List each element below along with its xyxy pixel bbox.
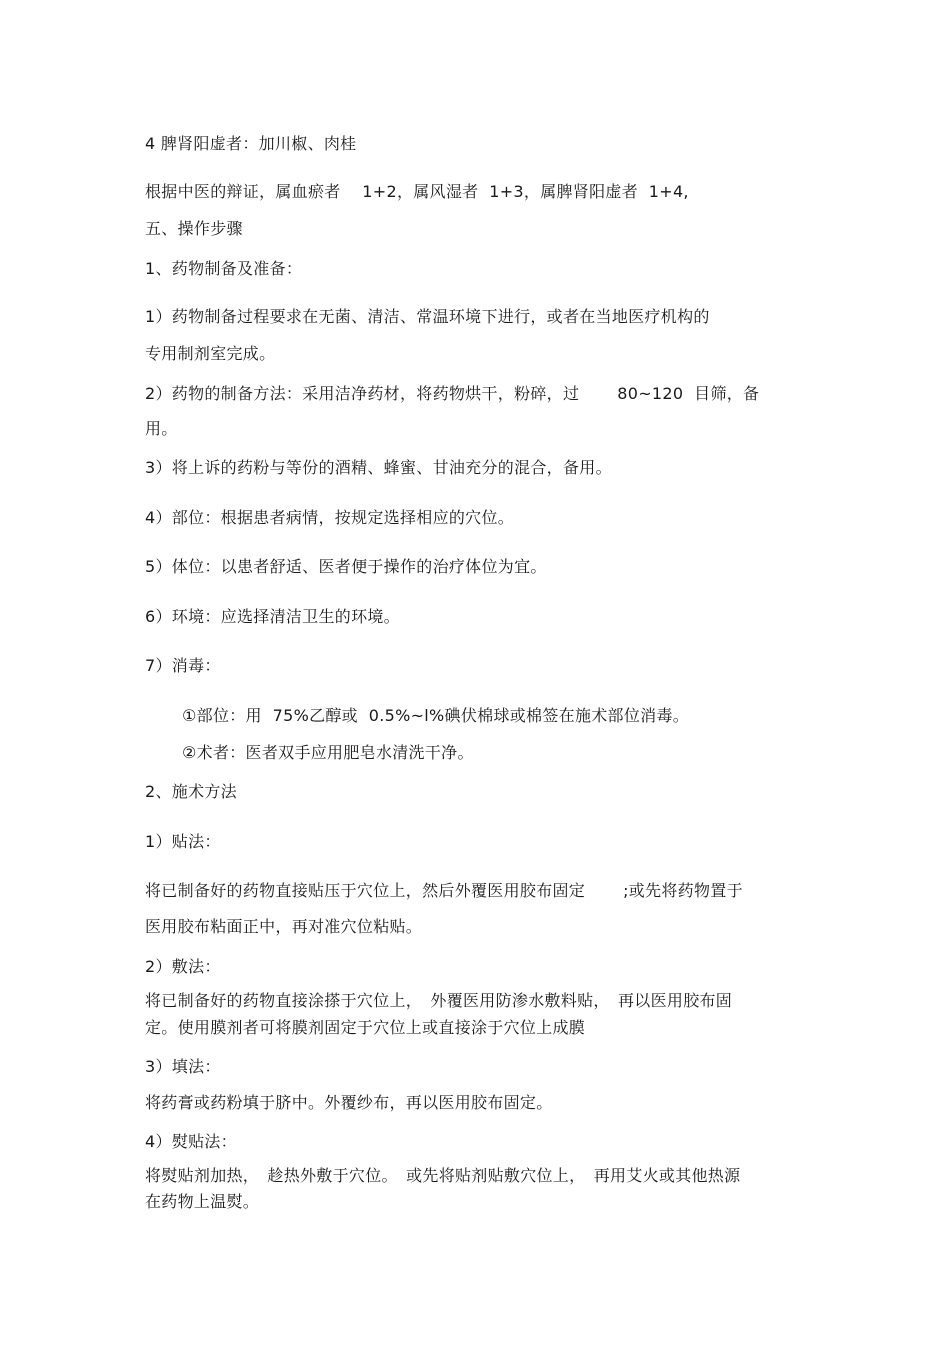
subsection-heading: 2、施术方法: [145, 782, 237, 801]
text-line: 3）填法：: [145, 1057, 221, 1076]
text-line: 4 脾肾阳虚者：加川椒、肉桂: [145, 134, 357, 153]
text-line: 定。使用膜剂者可将膜剂固定于穴位上或直接涂于穴位上成膜: [145, 1018, 586, 1037]
section-heading: 五、操作步骤: [145, 219, 243, 238]
text-line: 将已制备好的药物直接涂搽于穴位上， 外覆医用防渗水敷料贴， 再以医用胶布固: [145, 991, 733, 1010]
text-line: 4）熨贴法：: [145, 1132, 237, 1151]
text-line: 7）消毒：: [145, 656, 221, 675]
subsection-heading: 1、药物制备及准备：: [145, 259, 303, 278]
text-line: 6）环境：应选择清洁卫生的环境。: [145, 607, 400, 626]
text-line: 根据中医的辩证，属血瘀者 1+2，属风湿者 1+3，属脾肾阳虚者 1+4,: [145, 182, 689, 201]
text-line: 2）药物的制备方法：采用洁净药材，将药物烘干，粉碎，过 80~120 目筛，备: [145, 384, 760, 403]
text-line: 2）敷法：: [145, 957, 221, 976]
text-line: 医用胶布粘面正中，再对准穴位粘贴。: [145, 917, 423, 936]
text-line: 专用制剂室完成。: [145, 344, 276, 363]
text-line: 在药物上温熨。: [145, 1192, 260, 1211]
text-line: ②术者：医者双手应用肥皂水清洗干净。: [182, 743, 474, 762]
text-line: ①部位：用 75%乙醇或 0.5%~l%碘伏棉球或棉签在施术部位消毒。: [182, 706, 690, 725]
text-line: 用。: [145, 419, 178, 438]
text-line: 将已制备好的药物直接贴压于穴位上，然后外覆医用胶布固定 ;或先将药物置于: [145, 881, 743, 900]
text-line: 将熨贴剂加热， 趁热外敷于穴位。 或先将贴剂贴敷穴位上， 再用艾火或其他热源: [145, 1166, 741, 1185]
text-line: 5）体位：以患者舒适、医者便于操作的治疗体位为宜。: [145, 557, 547, 576]
text-line: 将药膏或药粉填于脐中。外覆纱布，再以医用胶布固定。: [145, 1093, 553, 1112]
text-line: 1）贴法：: [145, 832, 221, 851]
text-line: 3）将上诉的药粉与等份的酒精、蜂蜜、甘油充分的混合，备用。: [145, 458, 612, 477]
text-line: 1）药物制备过程要求在无菌、清洁、常温环境下进行，或者在当地医疗机构的: [145, 307, 710, 326]
text-line: 4）部位：根据患者病情，按规定选择相应的穴位。: [145, 508, 515, 527]
